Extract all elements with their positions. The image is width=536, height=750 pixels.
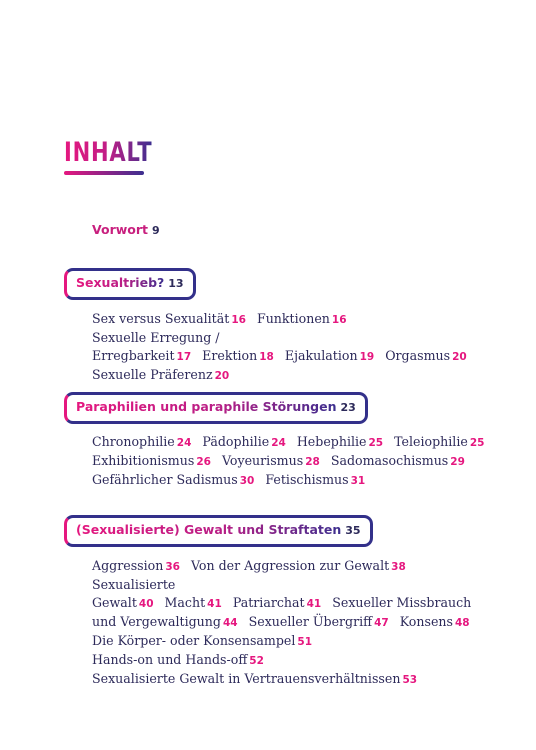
toc-entry[interactable]: Teleiophilie 25 <box>394 434 485 449</box>
entry-line <box>92 632 492 670</box>
toc-entry[interactable]: Sexualisierte <box>92 577 176 592</box>
section-title: (Sexualisierte) Gewalt und Straftaten <box>76 522 342 537</box>
toc-entry[interactable]: Gefährlicher Sadismus 30 <box>92 472 255 487</box>
vorwort-label: Vorwort <box>92 222 149 237</box>
section-gewalt[interactable] <box>64 515 373 547</box>
toc-entry[interactable]: Funktionen 16 <box>256 311 347 326</box>
section-1-entries <box>92 310 492 385</box>
toc-entry[interactable]: Orgasmus 20 <box>385 348 467 363</box>
toc-entry[interactable]: Sexueller Missbrauch <box>332 595 472 610</box>
section-title: Sexualtrieb? <box>76 275 165 290</box>
entry-line <box>92 471 492 490</box>
section-paraphilien[interactable] <box>64 392 368 424</box>
toc-entry[interactable]: Fetischismus 31 <box>265 472 366 487</box>
toc-entry[interactable]: Aggression 36 <box>92 558 180 573</box>
toc-entry[interactable]: Ejakulation 19 <box>284 348 375 363</box>
toc-entry[interactable]: Hands-on und Hands-off 52 <box>92 652 264 667</box>
toc-entry[interactable]: Konsens 48 <box>399 614 470 629</box>
entry-line <box>92 347 492 366</box>
entry-line <box>92 613 492 632</box>
toc-entry[interactable]: Voyeurismus 28 <box>221 453 320 468</box>
toc-entry[interactable]: Pädophilie 24 <box>202 434 286 449</box>
toc-entry[interactable]: Sadomasochismus 29 <box>330 453 465 468</box>
entry-label-part: Sexuelle Erregung / <box>92 330 220 345</box>
section-2-entries <box>92 433 492 490</box>
entry-line <box>92 670 492 689</box>
toc-entry[interactable]: Sexueller Übergriff 47 <box>248 614 389 629</box>
entry-line <box>92 594 492 613</box>
title-underline <box>64 171 144 175</box>
section-sexualtrieb[interactable] <box>64 268 196 300</box>
toc-entry[interactable]: und Vergewaltigung 44 <box>92 614 238 629</box>
toc-entry[interactable]: Sexualisierte Gewalt in Vertrauensverhältnissen 53 <box>92 671 418 686</box>
toc-entry[interactable]: Sexuelle Präferenz 20 <box>92 367 230 382</box>
toc-entry[interactable]: Sex versus Sexualität 16 <box>92 311 246 326</box>
entry-line <box>92 310 492 347</box>
page-title: INHALT <box>64 135 152 171</box>
section-title: Paraphilien und paraphile Störungen <box>76 399 337 414</box>
entry-line <box>92 433 492 452</box>
toc-entry[interactable]: Erektion 18 <box>202 348 274 363</box>
toc-entry[interactable]: Hebephilie 25 <box>296 434 384 449</box>
entry-line <box>92 366 492 385</box>
toc-entry[interactable]: Gewalt 40 <box>92 595 154 610</box>
vorwort-page: 9 <box>152 224 160 237</box>
toc-vorwort[interactable] <box>92 222 160 237</box>
toc-entry[interactable] <box>92 330 220 345</box>
toc-entry[interactable]: Die Körper- oder Konsensampel 51 <box>92 633 313 648</box>
entry-line <box>92 452 492 471</box>
toc-entry[interactable]: Von der Aggression zur Gewalt 38 <box>190 558 406 573</box>
toc-entry[interactable]: Chronophilie 24 <box>92 434 192 449</box>
toc-entry[interactable]: Exhibitionismus 26 <box>92 453 211 468</box>
section-3-entries <box>92 557 492 689</box>
toc-entry[interactable]: Macht 41 <box>164 595 222 610</box>
section-page: 13 <box>168 277 184 290</box>
entry-line <box>92 557 492 594</box>
toc-entry[interactable]: Erregbarkeit 17 <box>92 348 192 363</box>
section-page: 35 <box>345 524 361 537</box>
toc-entry[interactable]: Patriarchat 41 <box>232 595 322 610</box>
section-page: 23 <box>340 401 356 414</box>
